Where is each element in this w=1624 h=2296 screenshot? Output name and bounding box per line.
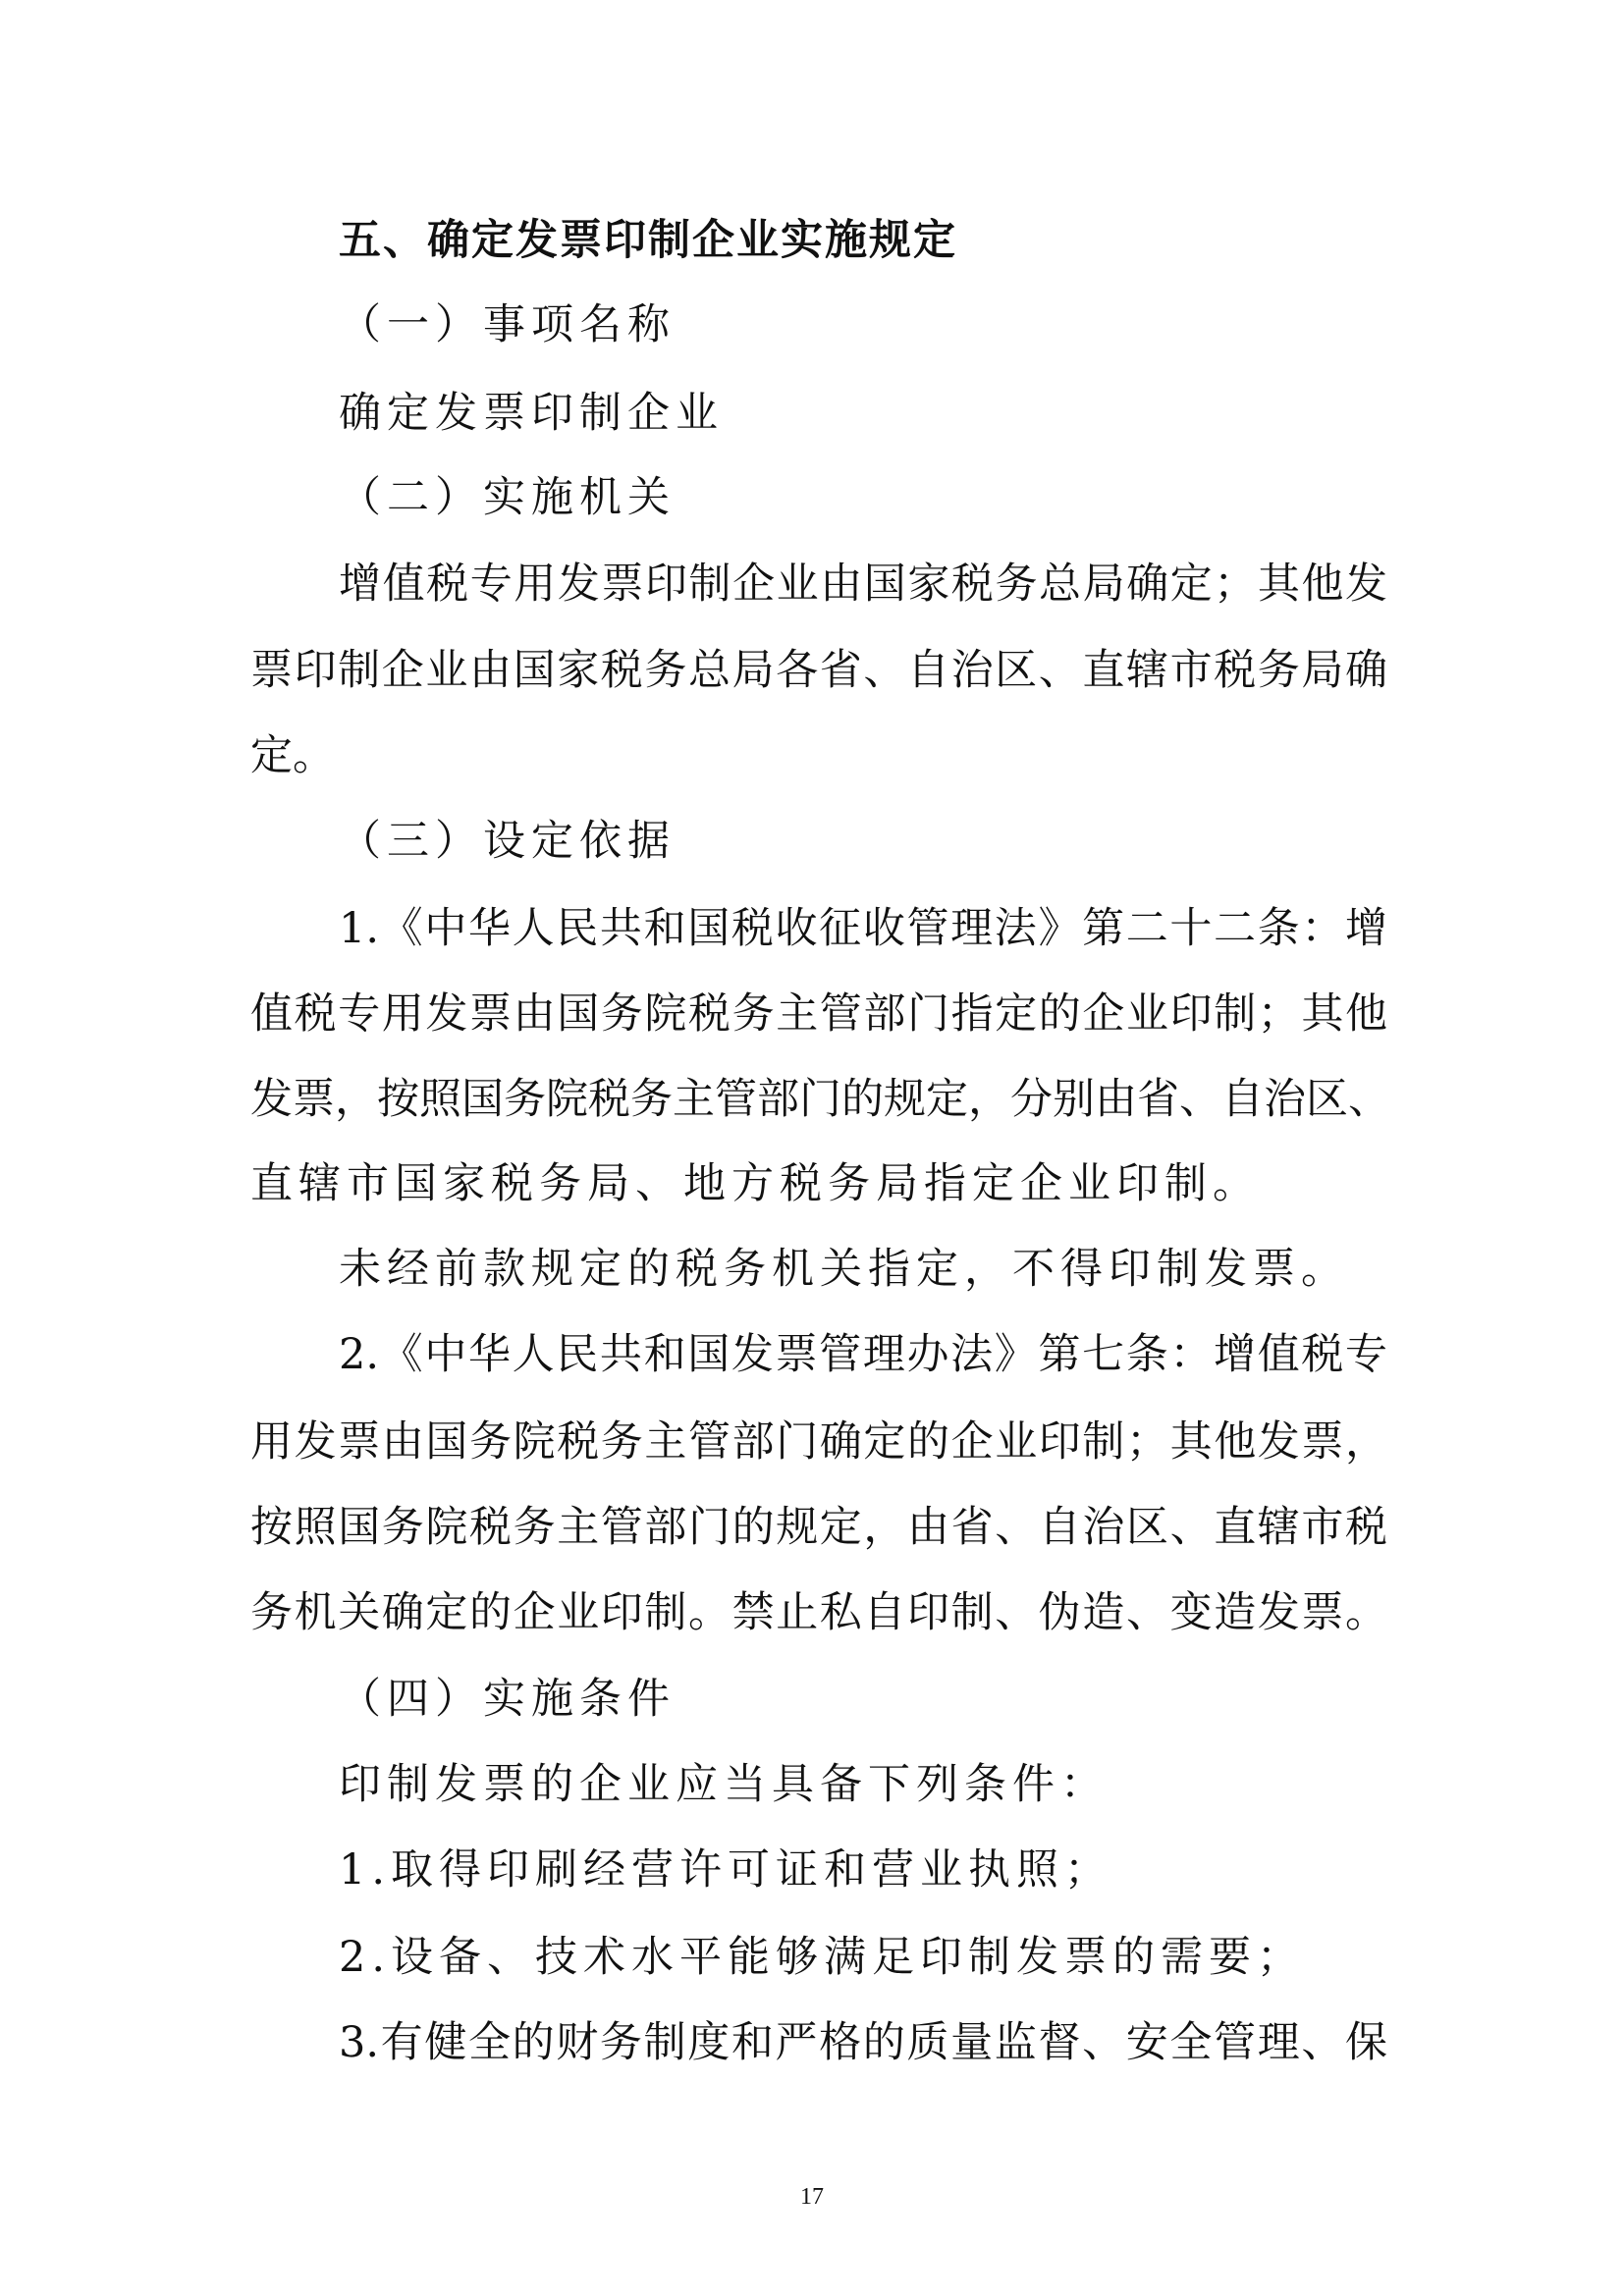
paragraph-line: 用发票由国务院税务主管部门确定的企业印制；其他发票， [250,1417,1387,1467]
paragraph-line: 值税专用发票由国务院税务主管部门指定的企业印制；其他 [250,989,1387,1039]
list-item: 1.取得印刷经营许可证和营业执照； [339,1845,1113,1895]
list-item: 3.有健全的财务制度和严格的质量监督、安全管理、保 [339,2018,1387,2067]
paragraph-line: 增值税专用发票印制企业由国家税务总局确定；其他发 [339,560,1387,609]
paragraph-line: 直辖市国家税务局、地方税务局指定企业印制。 [250,1159,1261,1208]
paragraph-line: 未经前款规定的税务机关指定，不得印制发票。 [339,1245,1349,1294]
paragraph-line: 1.《中华人民共和国税收征收管理法》第二十二条：增 [339,904,1387,953]
paragraph-line: 定。 [250,731,335,780]
subheading-item-name: （一）事项名称 [339,300,676,349]
paragraph-line: 票印制企业由国家税务总局各省、自治区、直辖市税务局确 [250,646,1387,695]
page-number: 17 [800,2184,824,2210]
paragraph-line: 2.《中华人民共和国发票管理办法》第七条：增值税专 [339,1330,1387,1379]
section-heading: 五、确定发票印制企业实施规定 [339,216,957,265]
subheading-conditions: （四）实施条件 [339,1675,676,1724]
paragraph-line: 确定发票印制企业 [339,389,724,438]
paragraph-line: 务机关确定的企业印制。禁止私自印制、伪造、变造发票。 [250,1588,1387,1637]
paragraph-line: 发票，按照国务院税务主管部门的规定，分别由省、自治区、 [250,1075,1390,1124]
subheading-implementing-agency: （二）实施机关 [339,473,676,522]
paragraph-line: 印制发票的企业应当具备下列条件： [339,1760,1109,1809]
subheading-legal-basis: （三）设定依据 [339,817,676,866]
paragraph-line: 按照国务院税务主管部门的规定，由省、自治区、直辖市税 [250,1503,1387,1552]
list-item: 2.设备、技术水平能够满足印制发票的需要； [339,1933,1306,1982]
